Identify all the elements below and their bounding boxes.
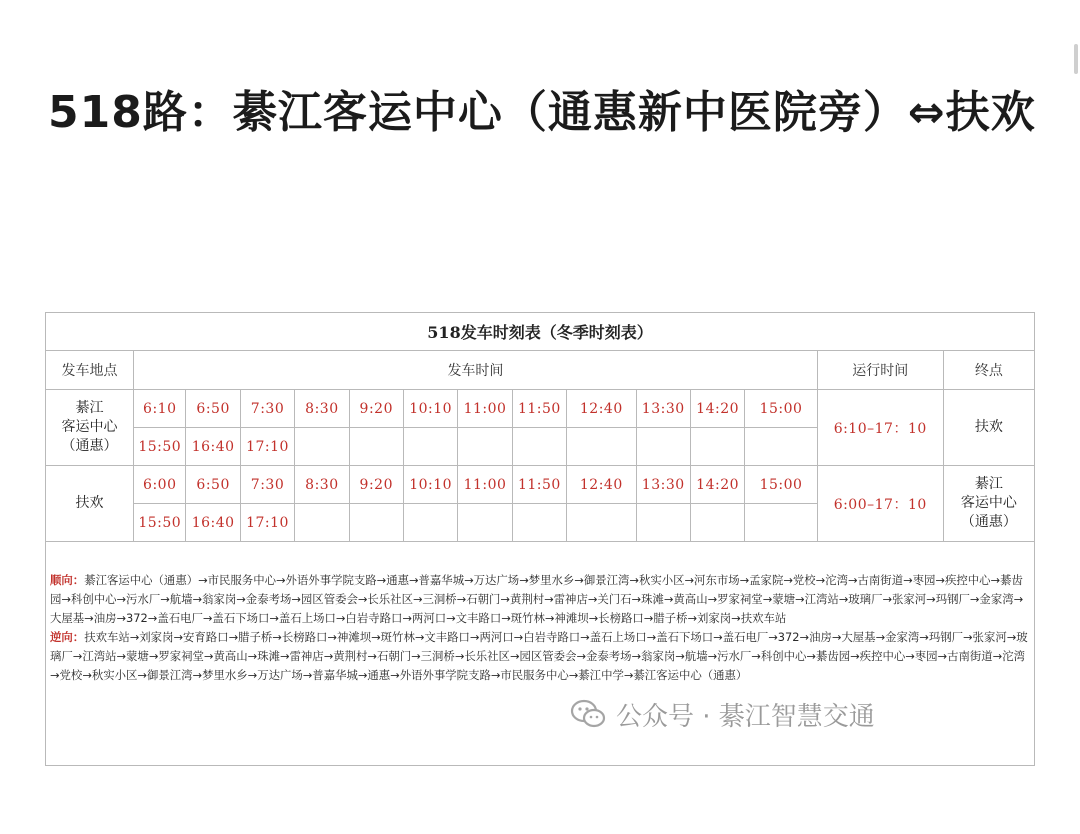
time-cell <box>295 504 349 542</box>
time-cell: 6:00 <box>134 466 186 504</box>
time-cell: 15:00 <box>745 390 818 428</box>
reverse-stops: 扶欢车站→刘家岗→安育路口→腊子桥→长榜路口→神滩坝→斑竹林→文丰路口→两河口→白岩寺路口→盖石上场口→盖石下场口→盖石电厂→372→油房→大屋基→金家湾→玛钢厂→张家河→玻璃厂→江湾站→蒙塘→罗家祠堂→黄高山→珠滩→雷神店→黄荆村→石朝门→三洞桥→长乐社区→园区管委会→金泰考场→翁家岗→航墙→污水厂→科创中心→綦齿园→疾控中心→枣园→古南街道→沱湾→党校→秋实小区→御景江湾→梦里水乡→万达广场→普嘉华城→通惠→外语外事学院支路→市民服务中心→綦江中学→綦江客运中心（通惠） <box>50 630 1028 682</box>
time-cell: 14:20 <box>690 466 744 504</box>
time-cell: 11:00 <box>458 466 512 504</box>
header-terminal: 终点 <box>943 351 1034 390</box>
time-cell: 6:50 <box>186 466 240 504</box>
time-cell: 15:00 <box>745 466 818 504</box>
reverse-label: 逆向： <box>50 630 85 644</box>
time-cell <box>636 428 690 466</box>
time-cell <box>690 504 744 542</box>
header-duration: 运行时间 <box>817 351 943 390</box>
watermark-text: 公众号 · 綦江智慧交通 <box>616 701 875 732</box>
time-cell: 13:30 <box>636 466 690 504</box>
time-cell: 13:30 <box>636 390 690 428</box>
wechat-icon <box>570 699 606 729</box>
origin-cell: 扶欢 <box>46 466 134 542</box>
time-cell: 16:40 <box>186 428 240 466</box>
time-cell <box>512 428 566 466</box>
header-times: 发车时间 <box>134 351 818 390</box>
time-cell <box>567 428 636 466</box>
timetable-image <box>45 312 1035 766</box>
route-description <box>50 571 1028 685</box>
duration-cell: 6:10–17：10 <box>817 390 943 466</box>
page-title: 518路：綦江客运中心（通惠新中医院旁）⇔扶欢 <box>48 87 1036 138</box>
time-cell: 14:20 <box>690 390 744 428</box>
forward-label: 顺向： <box>50 573 85 587</box>
time-cell: 15:50 <box>134 504 186 542</box>
time-cell: 17:10 <box>240 504 294 542</box>
time-cell: 7:30 <box>240 390 294 428</box>
forward-stops: 綦江客运中心（通惠）→市民服务中心→外语外事学院支路→通惠→普嘉华城→万达广场→梦里水乡→御景江湾→秋实小区→河东市场→孟家院→党校→沱湾→古南街道→枣园→疾控中心→綦齿园→科创中心→污水厂→航墙→翁家岗→金泰考场→园区管委会→长乐社区→三洞桥→石朝门→黄荆村→雷神店→关门石→珠滩→黄高山→罗家祠堂→蒙塘→江湾站→玻璃厂→张家河→玛钢厂→金家湾→大屋基→油房→372→盖石电厂→盖石下场口→盖石上场口→白岩寺路口→两河口→文丰路口→斑竹林→神滩坝→长榜路口→腊子桥→刘家岗→扶欢车站 <box>50 573 1024 625</box>
time-cell: 9:20 <box>349 390 403 428</box>
scrollbar[interactable] <box>1074 44 1078 74</box>
time-cell: 12:40 <box>567 466 636 504</box>
header-origin: 发车地点 <box>46 351 134 390</box>
terminal-cell: 扶欢 <box>943 390 1034 466</box>
time-cell: 10:10 <box>403 466 457 504</box>
time-cell <box>458 428 512 466</box>
time-cell <box>512 504 566 542</box>
time-cell <box>403 428 457 466</box>
time-cell: 8:30 <box>295 466 349 504</box>
time-cell <box>745 504 818 542</box>
origin-cell: 綦江 客运中心 （通惠） <box>46 390 134 466</box>
time-cell: 11:50 <box>512 466 566 504</box>
watermark <box>570 692 875 736</box>
time-cell: 8:30 <box>295 390 349 428</box>
time-cell: 11:50 <box>512 390 566 428</box>
time-cell <box>745 428 818 466</box>
time-cell: 10:10 <box>403 390 457 428</box>
time-cell <box>349 428 403 466</box>
time-cell: 9:20 <box>349 466 403 504</box>
forward-route <box>50 571 1028 628</box>
time-cell: 7:30 <box>240 466 294 504</box>
time-cell <box>458 504 512 542</box>
time-cell <box>690 428 744 466</box>
time-cell: 16:40 <box>186 504 240 542</box>
reverse-route <box>50 628 1028 685</box>
time-cell: 17:10 <box>240 428 294 466</box>
timetable <box>46 313 1034 542</box>
time-cell: 6:10 <box>134 390 186 428</box>
time-cell: 12:40 <box>567 390 636 428</box>
time-cell <box>403 504 457 542</box>
time-cell: 15:50 <box>134 428 186 466</box>
duration-cell: 6:00–17：10 <box>817 466 943 542</box>
time-cell <box>636 504 690 542</box>
time-cell <box>567 504 636 542</box>
terminal-cell: 綦江 客运中心 （通惠） <box>943 466 1034 542</box>
time-cell <box>295 428 349 466</box>
timetable-caption: 518发车时刻表（冬季时刻表） <box>46 313 1034 351</box>
time-cell <box>349 504 403 542</box>
time-cell: 6:50 <box>186 390 240 428</box>
time-cell: 11:00 <box>458 390 512 428</box>
